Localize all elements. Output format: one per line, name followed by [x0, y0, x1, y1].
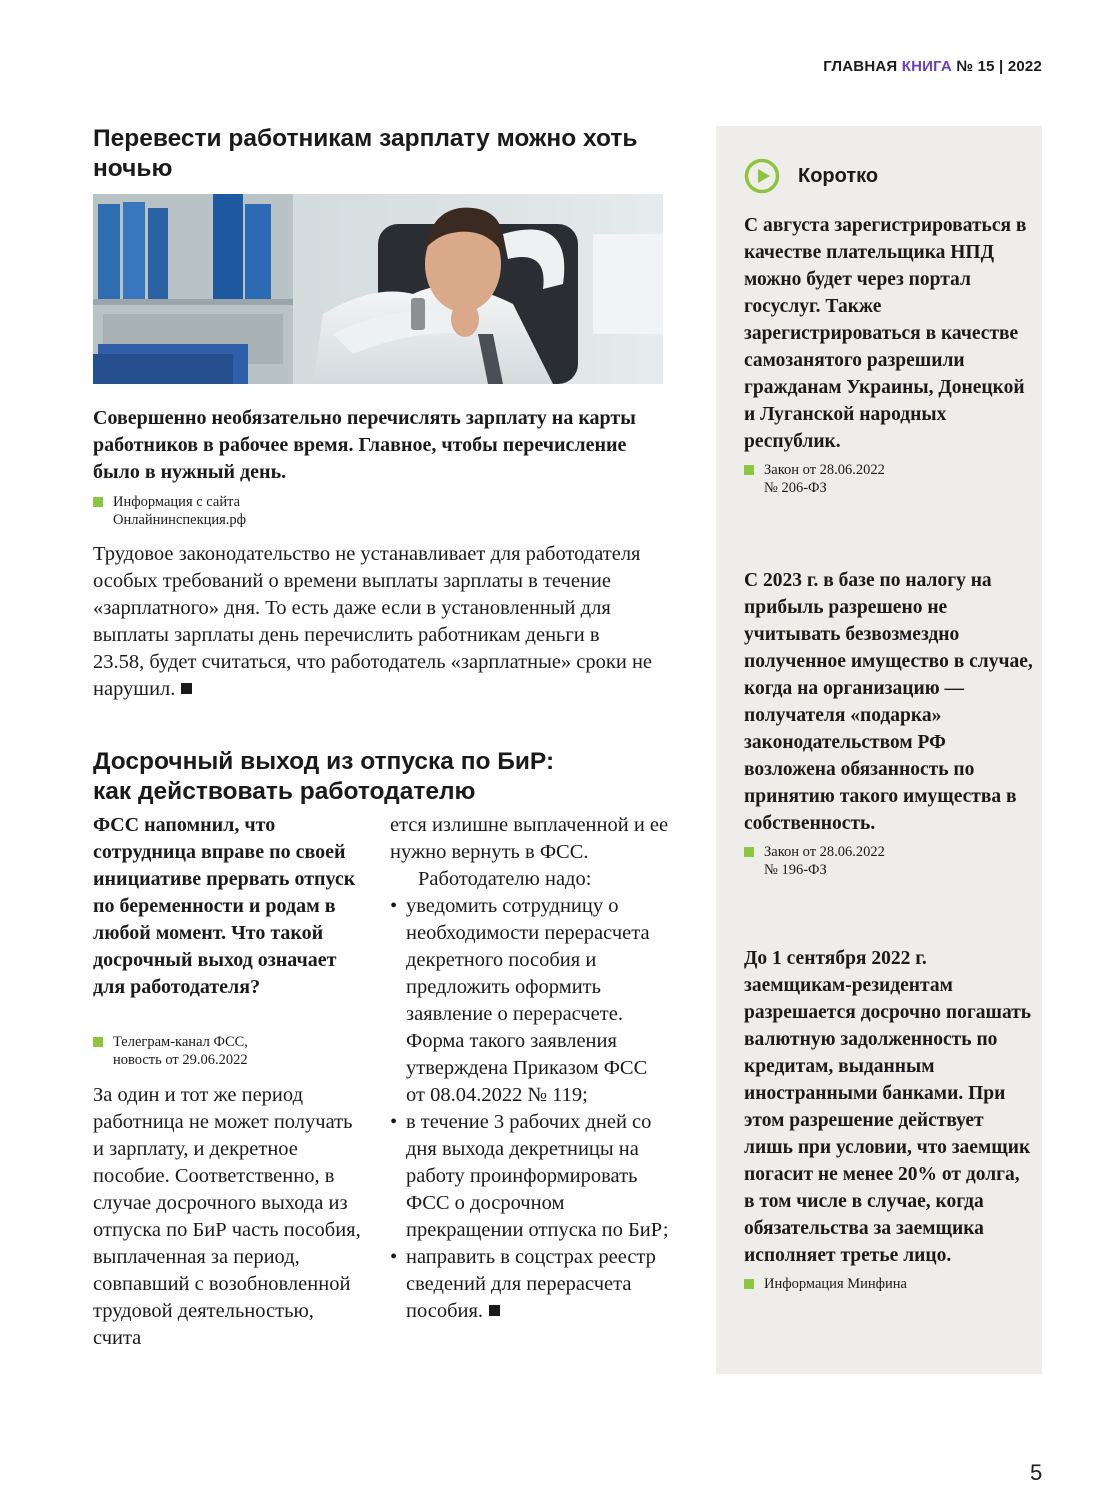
- list-item: • уведомить сотрудницу о необходимости перерасчета декретного пособия и предложить оформить заявление о перерасчете. Форма такого заявления утверждена Приказом ФСС от 08.04.2022 № 119;: [390, 893, 670, 1109]
- article-photo: [93, 194, 663, 384]
- article2-title: [93, 747, 673, 807]
- article2-title-line: Досрочный выход из отпуска по БиР:: [93, 748, 555, 775]
- article2-bullet-list: [390, 893, 670, 1325]
- source-marker-icon: [93, 1037, 103, 1047]
- play-icon: [744, 158, 780, 194]
- sidebar-item: [744, 567, 1034, 879]
- article1-body-text: Трудовое законодательство не устанавливает для работодателя особых требований о времени выплаты зарплаты в течение «зарплатного» дня. То есть даже если в установленный для выплаты зарплаты день перечислить работникам деньги в 23.58, будет считаться, что работодатель «зарплатные» сроки не нарушил.: [93, 543, 653, 700]
- masthead-issue: № 15 | 2022: [956, 58, 1042, 75]
- article2-body-col2: ется излишне выплаченной и ее нужно вернуть в ФСС.: [390, 814, 669, 863]
- sidebar-item-source: [744, 1275, 1034, 1293]
- source-line: № 206-ФЗ: [764, 480, 827, 496]
- sidebar-header: [744, 158, 878, 194]
- article2-source: [93, 1033, 248, 1069]
- source-line: Информация Минфина: [764, 1276, 907, 1292]
- article1-source: [93, 493, 246, 529]
- sidebar-item: [744, 945, 1034, 1293]
- article1-body: [93, 541, 653, 703]
- source-line: Информация с сайта: [113, 494, 241, 510]
- article2-lead: ФСС напомнил, что сотрудница вправе по своей инициативе прервать отпуск по беременности и родам в любой момент. Что такой досрочный выход означает для работодателя?: [93, 814, 356, 998]
- source-line: новость от 29.06.2022: [113, 1052, 248, 1068]
- end-mark-icon: [489, 1305, 500, 1316]
- masthead: [823, 58, 1042, 75]
- source-line: Онлайнинспекция.рф: [113, 512, 247, 528]
- article2-body-col1: За один и тот же период работница не может получать и зарплату, и декретное пособие. Соответственно, в случае досрочного выхода из отпуска по БиР часть пособия, выплаченная за период, совпавший с возобновленной трудовой деятельностью, счита: [93, 1084, 361, 1349]
- source-line: Закон от 28.06.2022: [764, 462, 885, 478]
- end-mark-icon: [181, 683, 192, 694]
- source-marker-icon: [744, 465, 754, 475]
- source-marker-icon: [93, 497, 103, 507]
- page-number: 5: [1030, 1460, 1043, 1485]
- sidebar-item-source: [744, 843, 1034, 879]
- article1-title: Перевести работникам зарплату можно хоть ночью: [93, 125, 638, 182]
- sidebar-item-source: [744, 461, 1034, 497]
- source-line: Телеграм-канал ФСС,: [113, 1034, 248, 1050]
- article1-lead: Совершенно необязательно перечислять зарплату на карты работников в рабочее время. Главное, чтобы перечисление было в нужный день.: [93, 407, 636, 483]
- sidebar-briefly: [716, 126, 1042, 1374]
- sidebar-item-text: До 1 сентября 2022 г. заемщикам-резидентам разрешается досрочно погашать валютную задолженность по кредитам, выданным иностранными банками. При этом разрешение действует лишь при условии, что заемщик погасит не менее 20% от долга, в том числе в случае, когда обязательства за заемщика исполняет третье лицо.: [744, 948, 1032, 1266]
- source-line: Закон от 28.06.2022: [764, 844, 885, 860]
- article2-col2: [390, 812, 670, 1325]
- source-marker-icon: [744, 1279, 754, 1289]
- sidebar-item-text: С 2023 г. в базе по налогу на прибыль разрешено не учитывать безвозмездно полученное имущество в случае, когда на организацию — получателя «подарка» законодательством РФ возложена обязанность по принятию такого имущества в собственность.: [744, 570, 1033, 834]
- sidebar-item-text: С августа зарегистрироваться в качестве плательщика НПД можно будет через портал госуслуг. Также зарегистрироваться в качестве самозанятого разрешили гражданам Украины, Донецкой и Луганской народных республик.: [744, 215, 1027, 452]
- source-marker-icon: [744, 847, 754, 857]
- masthead-brand-accent: КНИГА: [901, 58, 952, 75]
- source-line: № 196-ФЗ: [764, 862, 827, 878]
- article2-title-line: как действовать работодателю: [93, 778, 476, 805]
- article2-intro: Работодателю надо:: [418, 868, 592, 890]
- list-item: [390, 1244, 670, 1325]
- list-item: • в течение 3 рабочих дней со дня выхода декретницы на работу проинформировать ФСС о досрочном прекращении отпуска по БиР;: [390, 1109, 670, 1244]
- masthead-brand: ГЛАВНАЯ: [823, 58, 898, 75]
- photo-illustration: [93, 194, 663, 384]
- list-item-text: направить в соцстрах реестр сведений для перерасчета пособия.: [406, 1246, 656, 1322]
- sidebar-item: [744, 212, 1034, 497]
- sidebar-title: Коротко: [798, 164, 879, 187]
